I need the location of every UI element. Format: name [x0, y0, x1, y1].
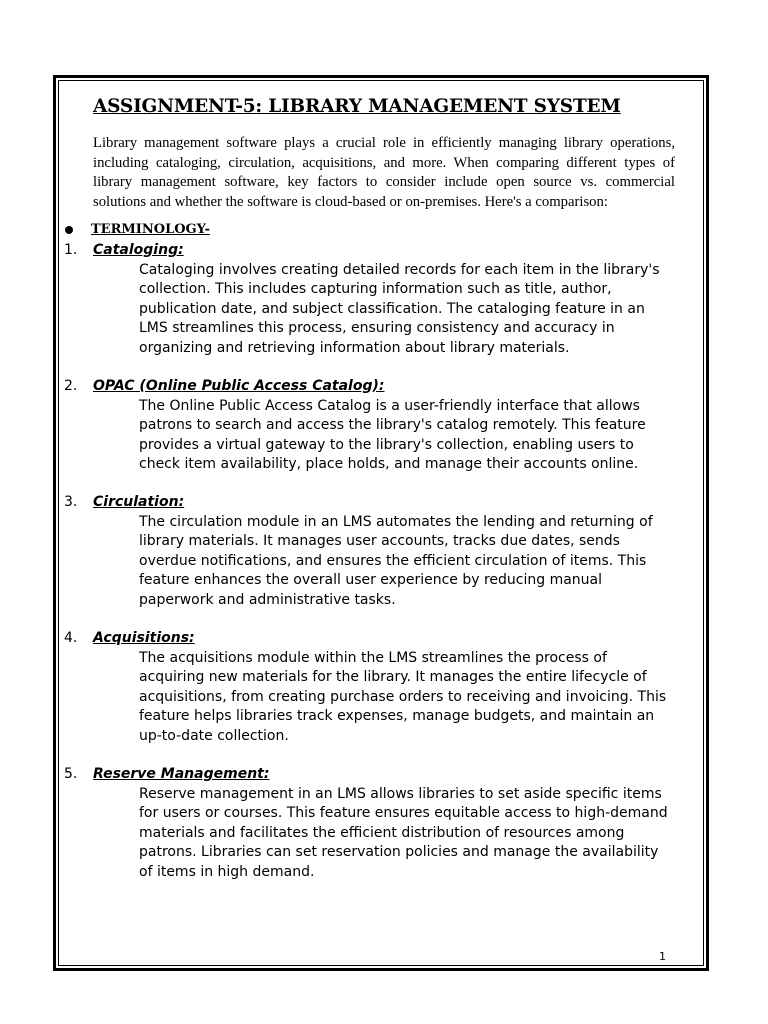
- document-title: ASSIGNMENT-5: LIBRARY MANAGEMENT SYSTEM: [93, 96, 621, 117]
- item-number: 1.: [64, 242, 78, 258]
- term-item-reserve-management: [64, 765, 674, 882]
- page-number: 1: [659, 950, 666, 963]
- item-number: 5.: [64, 766, 78, 782]
- item-number: 2.: [64, 378, 78, 394]
- item-title: Circulation:: [93, 494, 185, 510]
- term-item-cataloging: [64, 241, 674, 358]
- terminology-heading: [64, 222, 210, 237]
- item-number: 3.: [64, 494, 78, 510]
- term-item-circulation: [64, 493, 674, 610]
- item-body: The Online Public Access Catalog is a user-friendly interface that allows patrons to search and access the library's catalog remotely. This feature provides a virtual gateway to the library's collection, enabling users to check item availability, place holds, and manage their accounts online.: [139, 397, 646, 472]
- item-body: The circulation module in an LMS automates the lending and returning of library materials. It manages user accounts, tracks due dates, sends overdue notifications, and ensures the efficient circulation of items. This feature enhances the overall user experience by reducing manual paperwork and administrative tasks.: [139, 513, 653, 608]
- intro-paragraph: Library management software plays a crucial role in efficiently managing library operations, including cataloging, circulation, acquisitions, and more. When comparing different types of library management software, key factors to consider include open source vs. commercial solutions and whether the software is cloud-based or on-premises. Here's a comparison:: [93, 135, 675, 210]
- terminology-label: TERMINOLOGY-: [91, 222, 210, 237]
- item-title: Cataloging:: [93, 242, 184, 258]
- item-title: Acquisitions:: [93, 630, 195, 646]
- term-item-acquisitions: [64, 629, 674, 746]
- item-body: Reserve management in an LMS allows libraries to set aside specific items for users or courses. This feature ensures equitable access to high-demand materials and facilitates the efficient distribution of resources among patrons. Libraries can set reservation policies and manage the availability of items in high demand.: [139, 785, 668, 880]
- item-number: 4.: [64, 630, 78, 646]
- item-body: Cataloging involves creating detailed records for each item in the library's collection. This includes capturing information such as title, author, publication date, and subject classification. The cataloging feature in an LMS streamlines this process, ensuring consistency and accuracy in organizing and retrieving information about library materials.: [139, 261, 660, 356]
- bullet-icon: [65, 226, 73, 234]
- item-title: OPAC (Online Public Access Catalog):: [93, 378, 385, 394]
- item-body: The acquisitions module within the LMS streamlines the process of acquiring new materials for the library. It manages the entire lifecycle of acquisitions, from creating purchase orders to receiving and invoicing. This feature helps libraries track expenses, manage budgets, and maintain an up-to-date collection.: [139, 649, 667, 744]
- term-item-opac: [64, 377, 674, 475]
- item-title: Reserve Management:: [93, 766, 270, 782]
